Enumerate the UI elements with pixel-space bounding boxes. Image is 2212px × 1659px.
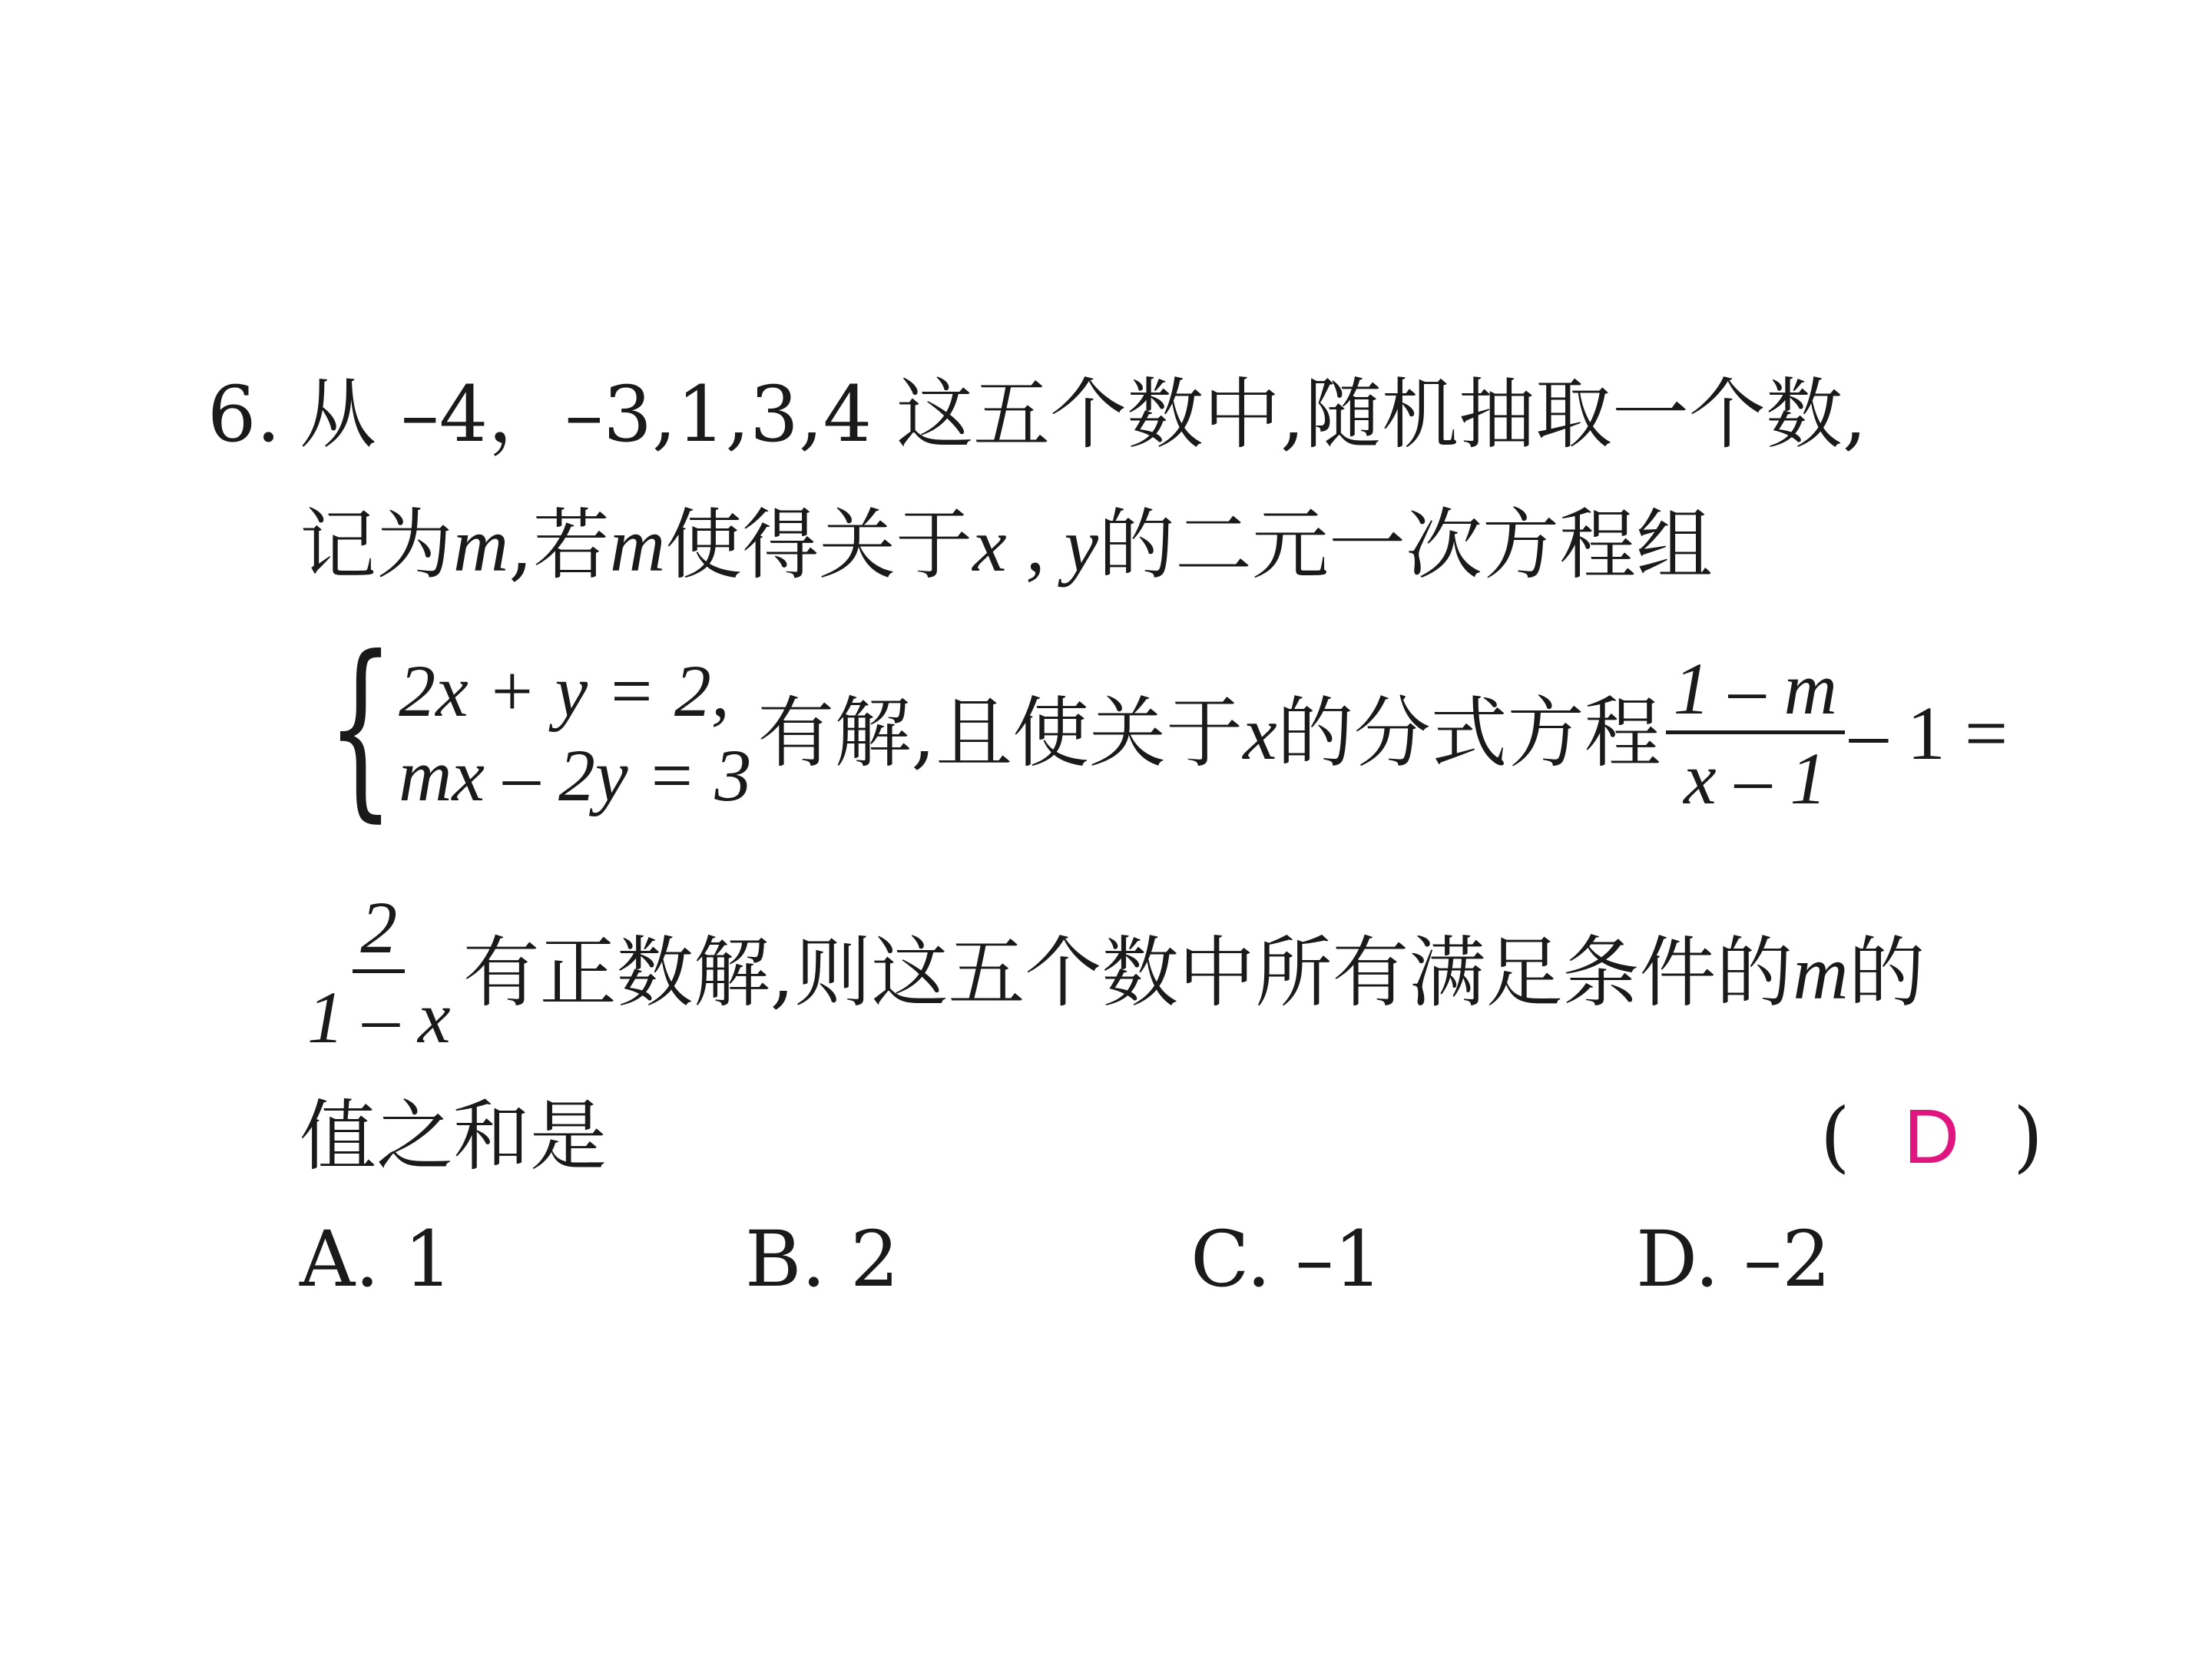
answer-letter: D	[1903, 1094, 1959, 1180]
option-d[interactable]: D. –2	[1636, 1214, 1831, 1304]
paren-close: )	[2012, 1091, 2043, 1181]
text-segment: 有正数解,则这五个数中所有满足条件的	[462, 927, 1793, 1018]
text-segment: 的二元一次方程组	[1098, 500, 1714, 590]
variable-x: x	[1243, 690, 1277, 776]
question-text-line-5: 值之和是	[300, 1091, 607, 1181]
variable-m: m	[1793, 929, 1849, 1015]
variables-x-y: x , y	[972, 502, 1099, 588]
text-segment: ,若	[508, 500, 611, 590]
option-b[interactable]: B. 2	[745, 1214, 899, 1304]
variable-m: m	[610, 502, 666, 588]
fraction-1	[1666, 647, 1845, 820]
fraction-2-numerator: 2	[353, 891, 405, 973]
paren-open: (	[1820, 1091, 1850, 1181]
variable-m: m	[453, 502, 509, 588]
fraction-2	[300, 886, 459, 1058]
text-segment: 记为	[300, 500, 453, 590]
question-line-2	[300, 500, 2043, 590]
option-c[interactable]: C. –1	[1190, 1214, 1383, 1304]
question-line-5	[300, 1091, 2043, 1181]
question-line-3	[300, 615, 2043, 839]
question-text-line-1: 从 –4，–3,1,3,4 这五个数中,随机抽取一个数,	[300, 369, 1867, 459]
equation-system	[300, 615, 752, 839]
question-line-1	[300, 369, 2043, 459]
fraction-2-denominator: 1 – x	[307, 976, 451, 1058]
text-segment: 有解,且使关于	[757, 688, 1243, 778]
text-segment: 的	[1848, 927, 1926, 1018]
left-brace: {	[326, 615, 395, 839]
fraction-1-denominator: x – 1	[1683, 737, 1827, 820]
question-line-4	[300, 886, 2043, 1058]
answer-blank	[1820, 1091, 2043, 1181]
text-segment: 使得关于	[665, 500, 973, 590]
fraction-1-numerator: 1 – m	[1666, 652, 1845, 734]
text-segment: 的分式方程	[1277, 688, 1661, 778]
text-segment: – 1 =	[1849, 690, 2008, 776]
question-number: 6.	[207, 369, 281, 459]
option-a[interactable]: A. 1	[300, 1214, 453, 1304]
equation-1: 2x + y = 2,	[399, 650, 730, 732]
equation-2: mx – 2y = 3	[399, 734, 752, 816]
